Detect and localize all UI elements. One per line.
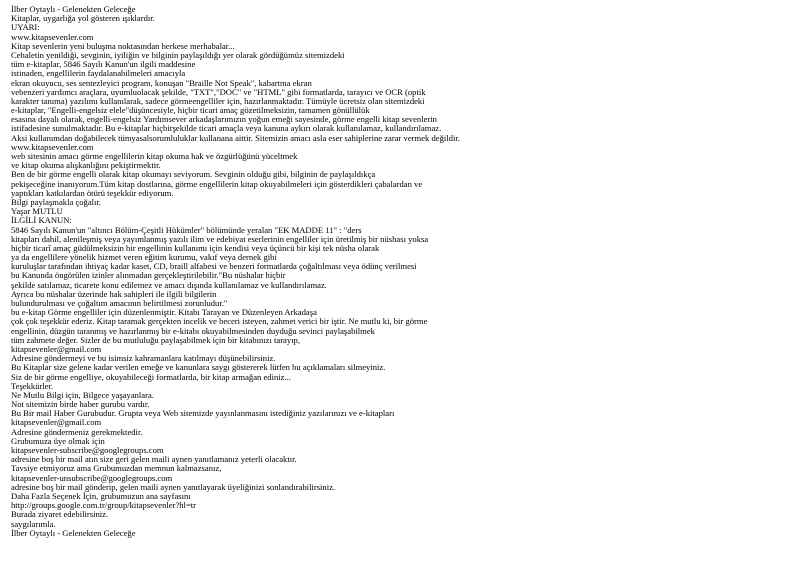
text-line: Grubumuza üye olmak için (11, 436, 105, 446)
email-line: kitapsevenler@gmail.com (11, 344, 102, 354)
text-line: e-kitaplar, "Engelli-engelsiz elele"düşüncesiyle, hiçbir ticari amaç gözetilmeksizin, tamamen gönüllülük (11, 106, 370, 116)
text-line: adresine boş bir mail atın size geri gelen maili aynen yanıtlamanız yeterli olacaktır. (11, 455, 297, 465)
document-body (11, 5, 796, 538)
email-line: kitapsevenler-subscribe@googlegroups.com (11, 446, 164, 455)
text-line: bu Kanunda öngörülen izinler alınmadan gerçekleştirilebilir."Bu nüshalar hiçbir (11, 271, 286, 281)
warning-heading: UYARI: (11, 23, 40, 33)
text-line: Ayrıca bu nüshalar üzerinde hak sahipleri ile ilgili bilgilerin (11, 289, 217, 299)
text-line: Ne Mutlu Bilgi için, Bilgece yaşayanlara. (11, 390, 154, 400)
text-line: bulundurulması ve çoğaltım amacının belirtilmesi zorunludur." (11, 299, 228, 308)
text-line: hiçbir ticarî amaç güdülmeksizin bir engellinin kullanımı için kendisi veya üçüncü bir kişi tek nüsha olarak (11, 243, 380, 253)
text-line: Teşekkürler. (11, 381, 54, 391)
text-line: kuruluşlar tarafından ihtiyaç kadar kaset, CD, braill alfabesi ve benzeri formatlarda çoğaltılması veya ödünç verilmesi (11, 262, 417, 272)
text-line: Not sitemizin birde haber gurubu vardır. (11, 400, 150, 410)
text-line: Bu Kitaplar size gelene kadar verilen emeğe ve kanunlara saygı göstererek lütfen bu açıklamaları silmeyiniz. (11, 363, 386, 373)
text-line: Kitap sevenlerin yeni buluşma noktasından herkese merhabalar... (11, 41, 235, 51)
book-title-footer: İlber Oytaylı - Gelenekten Geleceğe (11, 528, 136, 538)
text-line: web sitesinin amacı görme engellilerin kitap okuma hak ve özgürlüğünü yüceltmek (11, 152, 298, 161)
website-line: www.kitapsevenler.com (11, 142, 94, 152)
text-line: ya da engellilere yönelik hizmet veren eğitim kurumu, vakıf veya dernek gibi (11, 253, 277, 263)
text-line: Daha Fazla Seçenek İçin, grubumuzun ana sayfasını (11, 491, 191, 501)
email-line: kitapsevenler-unsubscribe@googlegroups.com (11, 473, 173, 483)
text-line: Adresine göndermeyi ve bu isimsiz kahramanlara katılmayı düşünebilirsiniz. (11, 354, 276, 364)
website-line: www.kitapsevenler.com (11, 32, 94, 42)
motto-line: Kitaplar, uygarlığa yol gösteren ışıklardır. (11, 14, 155, 24)
text-line: istifadesine sunulmaktadır. Bu e-kitaplar hiçbirşekilde ticari amaçla veya kanuna aykırı olarak kullanılamaz, kullandırılamaz. (11, 124, 442, 134)
text-line: Bu Bir mail Haber Gurubudur. Grupta veya Web sitemizde yayınlanmasını istediğiniz yazılarınızı ve e-kitapları (11, 409, 395, 419)
text-line: bu e-kitap Görme engelliler için düzenlenmiştir. Kitabı Tarayan ve Düzenleyen Arkadaşa (11, 308, 317, 318)
text-line: yaptıkları katkılardan ötürü teşekkür ediyorum. (11, 188, 174, 198)
email-line: kitapsevenler@gmail.com (11, 418, 102, 428)
text-line: tüm zahmete değer. Sizler de bu mutluluğu paylaşabilmek için bir kitabınızı tarayıp, (11, 335, 301, 345)
text-line: Cehaletin yenildiği, sevginin, iyiliğin ve bilginin paylaşıldığı yer olarak gördüğümüz sitemizdeki (11, 50, 345, 60)
text-line: Aksi kullanımdan doğabilecek tümyasalsorumluluklar kullanana aittir. Sitemizin amacı asla eser sahiplerine zarar vermek değildir. (11, 133, 460, 143)
text-line: Siz de bir görme engelliye, okuyabileceği formatlarda, bir kitap armağan ediniz... (11, 372, 291, 382)
text-line: 5846 Sayılı Kanun'un "altıncı Bölüm-Çeşitli Hükümler" bölümünde yeralan "EK MADDE 11" : "ders (11, 225, 362, 235)
text-line: Tavsiye etmiyoruz ama Grubumuzdan memnun kalmazsanız, (11, 464, 222, 474)
text-line: Adresine göndermeniz gerekmektedir. (11, 427, 143, 437)
signature-line: Yaşar MUTLU (11, 207, 63, 217)
text-line: çok çok teşekkür ederiz. Kitap taramak gerçekten incelik ve beceri isteyen, zahmet verici bir iştir. Ne mutlu ki, bir görme (11, 317, 428, 327)
text-line: tüm e-kitaplar, 5846 Sayılı Kanun'un ilgili maddesine (11, 60, 196, 70)
text-line: ekran okuyucu, ses sentezleyici program, konuşan "Braille Not Speak", kabartma ekran (11, 78, 312, 88)
text-line: Burada ziyaret edebilirsiniz. (11, 510, 109, 520)
text-line: Bilgi paylaşmakla çoğalır. (11, 197, 101, 207)
text-line: pekişeceğine inanıyorum.Tüm kitap dostlarına, görme engellilerin kitap okuyabilmeleri için gösterdikleri çabalardan ve (11, 179, 423, 189)
law-heading: İLGİLİ KANUN: (11, 216, 72, 226)
text-line: vebenzeri yardımcı araçlara, uyumluolacak şekilde, "TXT","DOC" ve "HTML" gibi formatlarda, tarayıcı ve OCR (optik (11, 87, 426, 97)
text-line: saygılarımla. (11, 519, 56, 529)
text-line: kitapları dahil, alenileşmiş veya yayımlanmış yazılı ilim ve edebiyat eserlerinin engelliler için üretilmiş bir nüshası yoksa (11, 234, 429, 244)
text-line: istinaden, engellilerin faydalanabilmeleri amacıyla (11, 69, 186, 79)
text-line: karakter tanıma) yazılımı kullanılarak, sadece görmeengelliler için, hazırlanmaktadır. Tümüyle ücretsiz olan sitemizdeki (11, 96, 425, 106)
book-title-header: İlber Oytaylı - Gelenekten Geleceğe (11, 5, 136, 14)
text-line: adresine boş bir mail gönderip, gelen maili aynen yanıtlayarak üyeliğinizi sonlandırabilirsiniz. (11, 482, 336, 492)
url-line: http://groups.google.com.tr/group/kitapsevenler?hl=tr (11, 501, 197, 511)
text-line: engellinin, düzgün taranmış ve hazırlanmış bir e-kitabı okuyabilmesinden duyduğu sevinci paylaşabilmek (11, 326, 375, 336)
text-line: şekilde satılamaz, ticarete konu edilemez ve amacı dışında kullanılamaz ve kullandırılamaz. (11, 280, 327, 290)
text-line: ve kitap okuma alışkanlığını pekiştirmektir. (11, 161, 161, 171)
text-line: esasına dayalı olarak, engelli-engelsiz Yardımsever arkadaşlarımızın yoğun emeği sayesinde, görme engelli kitap sevenlerin (11, 115, 437, 125)
text-line: Ben de bir görme engelli olarak kitap okumayı seviyorum. Sevginin olduğu gibi, bilginin de paylaşıldıkça (11, 170, 376, 180)
